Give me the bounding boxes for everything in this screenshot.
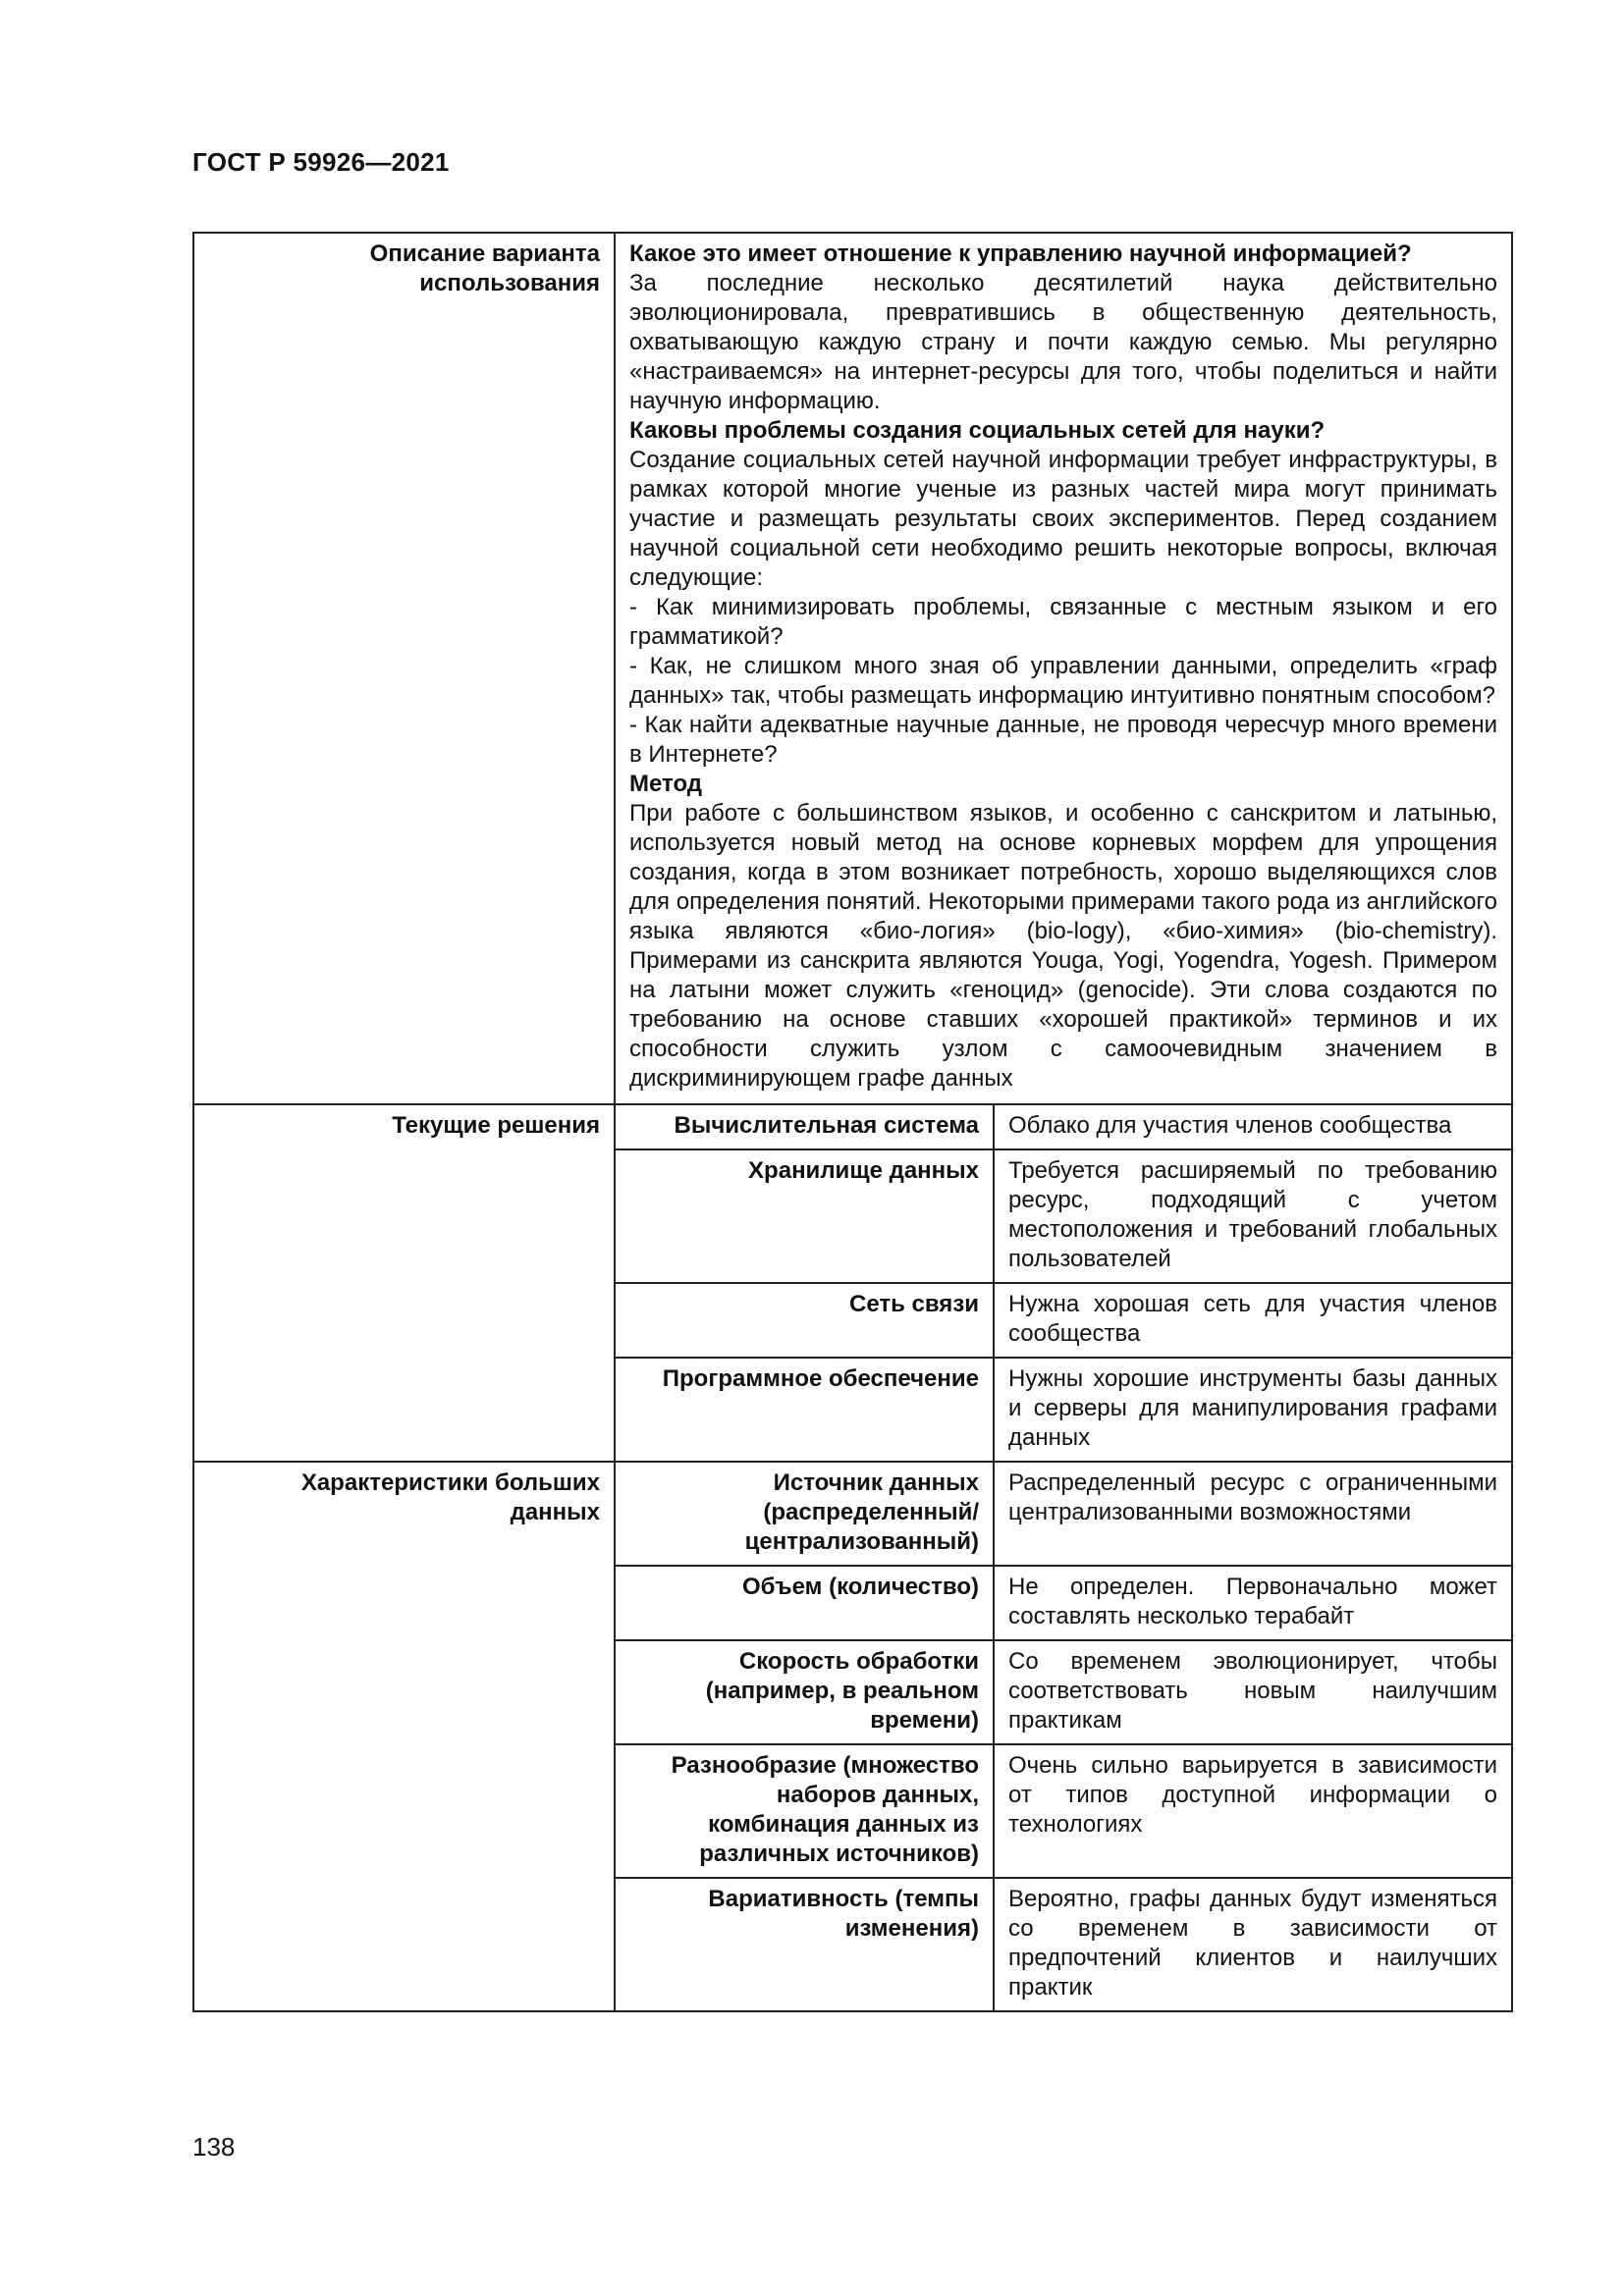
page-number: 138 [192,2132,236,2162]
use-case-description-text [615,233,1512,1104]
big-data-item-name: Скорость обработки (например, в реальном времени) [615,1640,994,1744]
current-solutions-row [193,1104,1512,1149]
use-case-heading: Какое это имеет отношение к управлению научной информацией? [629,240,1412,267]
big-data-item-value: Вероятно, графы данных будут изменяться со временем в зависимости от предпочтений клиентов и наилучших практик [994,1878,1512,2011]
use-case-description-row [193,233,1512,1104]
big-data-item-name: Источник данных (распределенный/ централизованный) [615,1462,994,1566]
use-case-question: - Как найти адекватные научные данные, не проводя чересчур много времени в Интернете? [629,712,1498,768]
current-solutions-item-name: Хранилище данных [615,1149,994,1283]
current-solutions-item-value: Облако для участия членов сообщества [994,1104,1512,1149]
big-data-row [193,1462,1512,1566]
current-solutions-item-value: Нужны хорошие инструменты базы данных и серверы для манипулирования графами данных [994,1358,1512,1462]
big-data-item-value: Не определен. Первоначально может составлять несколько терабайт [994,1566,1512,1640]
big-data-item-value: Очень сильно варьируется в зависимости от типов доступной информации о технологиях [994,1744,1512,1878]
use-case-question: - Как, не слишком много зная об управлении данными, определить «граф данных» так, чтобы размещать информацию интуитивно понятным способом? [629,653,1498,709]
big-data-item-name: Разнообразие (множество наборов данных, комбинация данных из различных источников) [615,1744,994,1878]
current-solutions-item-name: Программное обеспечение [615,1358,994,1462]
big-data-item-value: Распределенный ресурс с ограниченными централизованными возможностями [994,1462,1512,1566]
big-data-item-name: Вариативность (темпы изменения) [615,1878,994,2011]
current-solutions-item-value: Требуется расширяемый по требованию ресурс, подходящий с учетом местоположения и требований глобальных пользователей [994,1149,1512,1283]
use-case-heading: Метод [629,771,703,797]
big-data-item-value: Со временем эволюционирует, чтобы соответствовать новым наилучшим практикам [994,1640,1512,1744]
use-case-table [192,232,1513,2012]
big-data-item-name: Объем (количество) [615,1566,994,1640]
current-solutions-item-name: Вычислительная система [615,1104,994,1149]
document-header: ГОСТ Р 59926—2021 [192,147,450,177]
current-solutions-label: Текущие решения [193,1104,615,1462]
use-case-paragraph: За последние несколько десятилетий наука действительно эволюционировала, превратившись в общественную деятельность, охватывающую каждую страну и почти каждую семью. Мы регулярно «настраиваемся» на интернет-ресурсы для того, чтобы поделиться и найти научную информацию. [629,270,1498,414]
current-solutions-item-value: Нужна хорошая сеть для участия членов сообщества [994,1283,1512,1358]
use-case-description-label: Описание варианта использования [193,233,615,1104]
use-case-paragraph: При работе с большинством языков, и особенно с санскритом и латынью, используется новый метод на основе корневых морфем для упрощения создания, когда в этом возникает потребность, хорошо выделяющихся слов для определения понятий. Некоторыми примерами такого рода из английского языка являются «био-логия» (bio-logy), «био-химия» (bio-chemistry). Примерами из санскрита являются Youga, Yogi, Yogendra, Yogesh. Примером на латыни может служить «геноцид» (genocide). Эти слова создаются по требованию на основе ставших «хорошей практикой» терминов и их способности служить узлом с самоочевидным значением в дискриминирующем графе данных [629,800,1498,1092]
big-data-label: Характеристики больших данных [193,1462,615,2011]
use-case-paragraph: Создание социальных сетей научной информации требует инфраструктуры, в рамках которой многие ученые из разных частей мира могут принимать участие и размещать результаты своих экспериментов. Перед созданием научной социальной сети необходимо решить некоторые вопросы, включая следующие: [629,447,1498,591]
use-case-heading: Каковы проблемы создания социальных сетей для науки? [629,417,1326,444]
use-case-question: - Как минимизировать проблемы, связанные с местным языком и его грамматикой? [629,594,1498,650]
current-solutions-item-name: Сеть связи [615,1283,994,1358]
